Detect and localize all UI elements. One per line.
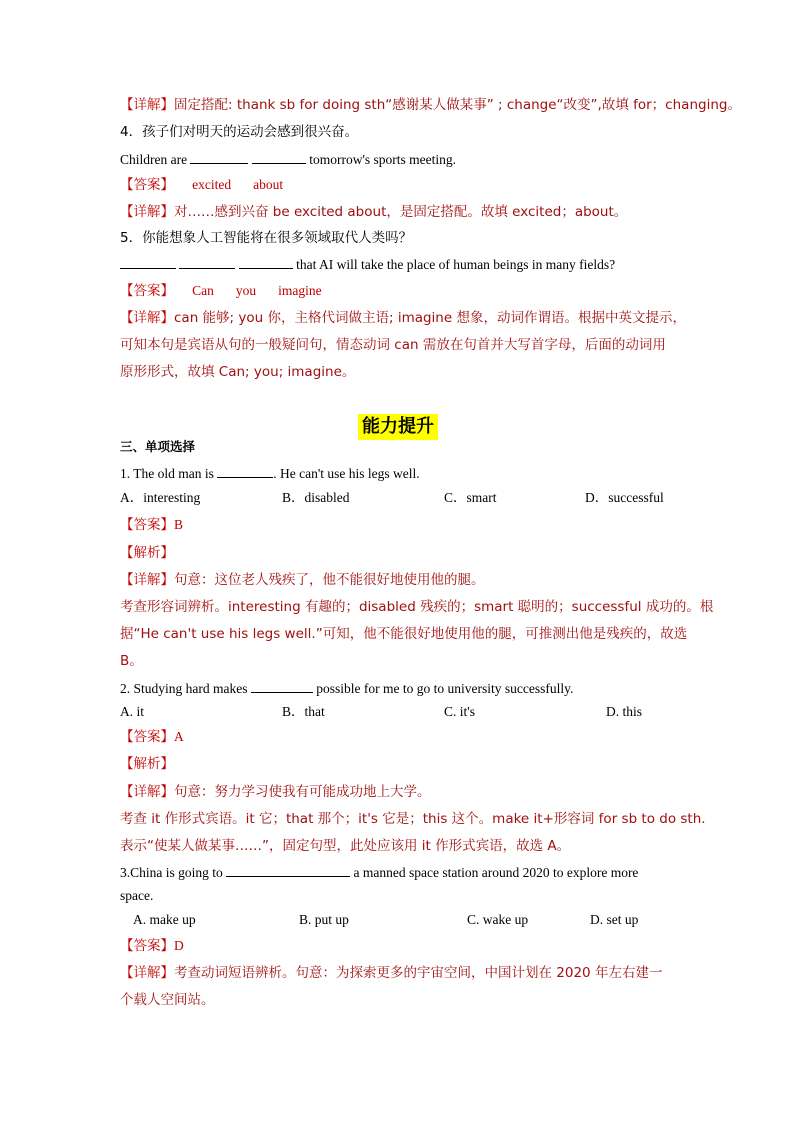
analysis-tag: 【解析】 — [120, 545, 174, 561]
mc2-detail-line-1 — [120, 782, 431, 803]
mc1-option-c: C．smart — [444, 490, 497, 505]
mc1-stem-end: . He can't use his legs well. — [273, 466, 420, 481]
mc1-detail-line-4: B。 — [120, 653, 143, 669]
question-5: 5．你能想象人工智能将在很多领域取代人类吗？ — [120, 230, 413, 246]
section-heading: 能力提升 — [358, 414, 438, 440]
q4-sentence-start: Children are — [120, 152, 188, 167]
mc1-detail-line-1 — [120, 570, 485, 591]
answer-tag: 【答案】 — [120, 283, 174, 299]
mc1-detail-line-3: 据“He can't use his legs well.”可知，他不能很好地使用他的腿，可推测出他是残疾的，故选 — [120, 626, 688, 642]
detail-tag: 【详解】 — [120, 204, 174, 220]
mc3-detail-line-1 — [120, 963, 662, 984]
answer-tag: 【答案】 — [120, 729, 174, 745]
q4-answers — [192, 177, 305, 192]
detail-tag: 【详解】 — [120, 965, 174, 981]
mc2-stem-start: 2. Studying hard makes — [120, 681, 248, 696]
question-4: 4．孩子们对明天的运动会感到很兴奋。 — [120, 124, 359, 140]
analysis-tag: 【解析】 — [120, 756, 174, 772]
answer-blank — [217, 463, 273, 478]
mc1-option-b: B．disabled — [282, 490, 350, 505]
mc3-stem-cont: space. — [120, 888, 154, 903]
mc1-answer: B — [174, 517, 184, 532]
q4-sentence-end: tomorrow's sports meeting. — [309, 152, 457, 167]
answer-blank — [239, 254, 293, 269]
mc2-detail-text: 句意：努力学习使我有可能成功地上大学。 — [174, 784, 431, 800]
mc2-stem-end: possible for me to go to university successfully. — [316, 681, 574, 696]
mc2-stem — [120, 678, 573, 699]
answer-word: Can — [192, 283, 214, 298]
mc3-stem-start: 3.China is going to — [120, 865, 223, 880]
answer-word: imagine — [278, 283, 322, 298]
q5-answer-line — [120, 281, 344, 302]
q5-sentence — [120, 254, 615, 275]
q4-detail-line — [120, 202, 627, 223]
detail-tag: 【详解】 — [120, 310, 174, 326]
q5-answers — [192, 283, 344, 298]
answer-blank — [226, 862, 350, 877]
answer-word: about — [253, 177, 284, 192]
mc1-detail-text: 句意：这位老人残疾了，他不能很好地使用他的腿。 — [174, 572, 485, 588]
detail-tag: 【详解】 — [120, 784, 174, 800]
q5-detail-line-1 — [120, 308, 686, 329]
mc2-answer-line — [120, 727, 184, 748]
q5-sentence-end: that AI will take the place of human beings in many fields? — [296, 257, 616, 272]
answer-blank — [190, 149, 248, 164]
mc2-option-d: D. this — [606, 704, 643, 719]
answer-word: you — [235, 283, 257, 298]
mc2-answer: A — [174, 729, 184, 744]
mc3-option-c: C. wake up — [467, 912, 529, 927]
mc3-stem-end: a manned space station around 2020 to explore more — [353, 865, 639, 880]
mc1-answer-line — [120, 515, 183, 536]
q5-detail-text: can 能够; you 你，主格代词做主语; imagine 想象，动词作谓语。根据中英文提示， — [174, 310, 686, 326]
mc2-detail-line-3: 表示“使某人做某事……”，固定句型，此处应该用 it 作形式宾语，故选 A。 — [120, 838, 571, 854]
detail-line — [120, 95, 741, 116]
mc1-option-d: D．successful — [585, 490, 664, 505]
mc2-detail-line-2: 考查 it 作形式宾语。it 它；that 那个；it's 它是；this 这个。make it+形容词 for sb to do sth. — [120, 811, 706, 827]
mc3-answer: D — [174, 938, 184, 953]
detail-tag: 【详解】 — [120, 572, 174, 588]
q4-answer-line — [120, 175, 305, 196]
answer-tag: 【答案】 — [120, 938, 174, 954]
q4-sentence — [120, 149, 456, 170]
mc3-detail-text: 考查动词短语辨析。句意：为探索更多的宇宙空间，中国计划在 2020 年左右建一 — [174, 965, 663, 981]
section-title: 三、单项选择 — [120, 439, 196, 454]
mc2-option-c: C. it's — [444, 704, 475, 719]
answer-blank — [179, 254, 235, 269]
q5-detail-line-2: 可知本句是宾语从句的一般疑问句，情态动词 can 需放在句首并大写首字母，后面的动词用 — [120, 337, 666, 353]
answer-blank — [251, 678, 313, 693]
mc1-stem-start: 1. The old man is — [120, 466, 214, 481]
detail-tag: 【详解】 — [120, 97, 174, 113]
answer-tag: 【答案】 — [120, 177, 174, 193]
mc1-option-a: A．interesting — [120, 490, 201, 505]
mc2-option-b: B．that — [282, 704, 325, 719]
answer-blank — [120, 254, 176, 269]
answer-tag: 【答案】 — [120, 517, 174, 533]
mc1-stem — [120, 463, 420, 484]
q4-detail-text: 对……感到兴奋 be excited about，是固定搭配。故填 excited；about。 — [174, 204, 628, 220]
q5-detail-line-3: 原形形式，故填 Can; you; imagine。 — [120, 364, 356, 380]
answer-word: excited — [192, 177, 232, 192]
mc2-option-a: A. it — [120, 704, 145, 719]
answer-blank — [252, 149, 306, 164]
mc3-option-b: B. put up — [299, 912, 349, 927]
mc3-answer-line — [120, 936, 184, 957]
detail-text: 固定搭配: thank sb for doing sth“感谢某人做某事” ; change“改变”,故填 for；changing。 — [174, 97, 741, 113]
mc3-detail-line-2: 个载人空间站。 — [120, 992, 215, 1008]
mc1-detail-line-2: 考查形容词辨析。interesting 有趣的；disabled 残疾的；smart 聪明的；successful 成功的。根 — [120, 599, 714, 615]
mc3-stem — [120, 862, 638, 883]
mc3-option-a: A. make up — [133, 912, 196, 927]
mc3-option-d: D. set up — [590, 912, 639, 927]
